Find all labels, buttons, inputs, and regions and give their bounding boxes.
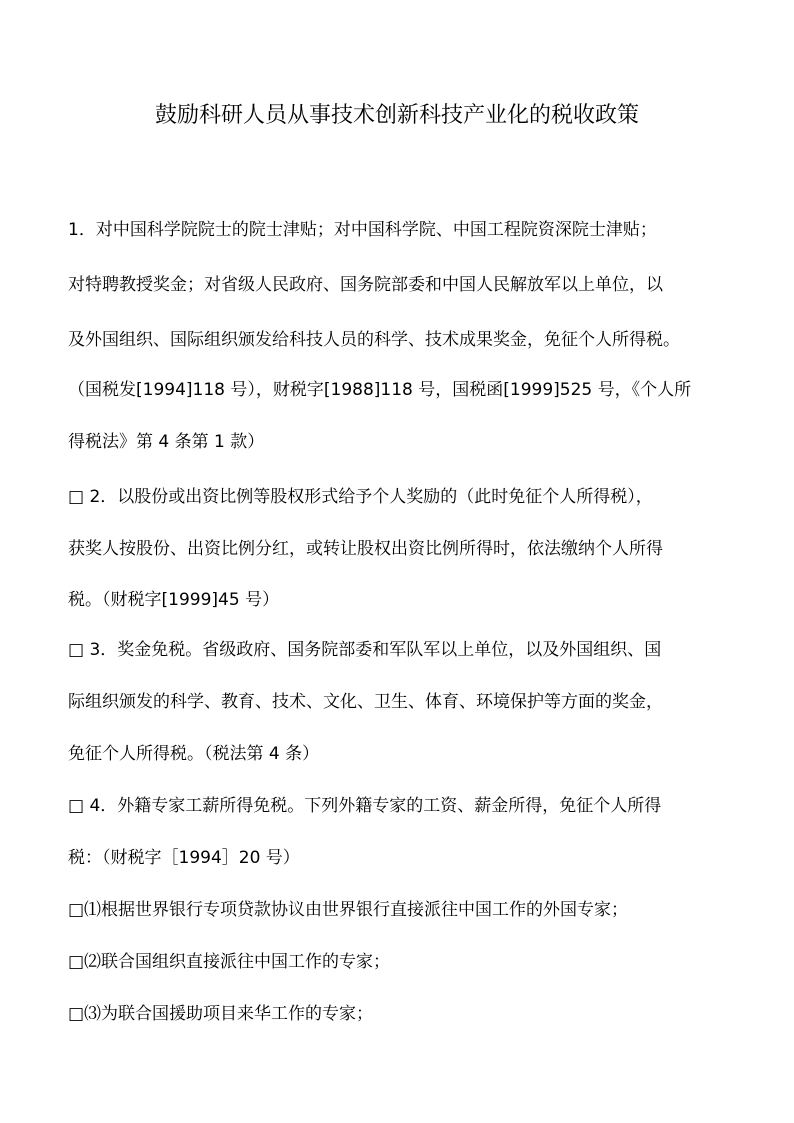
list-item-1: □⑴根据世界银行专项贷款协议由世界银行直接派往中国工作的外国专家； xyxy=(68,900,629,920)
paragraph-3-line-1: □ 3．奖金免税。省级政府、国务院部委和军队军以上单位，以及外国组织、国 xyxy=(68,640,662,660)
paragraph-1-line-3: 及外国组织、国际组织颁发给科技人员的科学、技术成果奖金，免征个人所得税。 xyxy=(68,330,680,350)
paragraph-3-line-3: 免征个人所得税。（税法第 4 条） xyxy=(68,744,320,764)
paragraph-1-line-1: 1．对中国科学院院士的院士津贴；对中国科学院、中国工程院资深院士津贴； xyxy=(68,220,657,240)
paragraph-1-line-4: （国税发[1994]118 号），财税字[1988]118 号，国税函[1999]525 号，《个人所 xyxy=(68,380,692,400)
document-title: 鼓励科研人员从事技术创新科技产业化的税收政策 xyxy=(154,103,639,128)
paragraph-1-line-2: 对特聘教授奖金；对省级人民政府、国务院部委和中国人民解放军以上单位，以 xyxy=(68,275,663,295)
list-item-3: □⑶为联合国援助项目来华工作的专家； xyxy=(68,1004,374,1024)
paragraph-4-line-1: □ 4．外籍专家工薪所得免税。下列外籍专家的工资、薪金所得，免征个人所得 xyxy=(68,796,662,816)
paragraph-2-line-2: 获奖人按股份、出资比例分红，或转让股权出资比例所得时，依法缴纳个人所得 xyxy=(68,539,663,559)
list-item-2: □⑵联合国组织直接派往中国工作的专家； xyxy=(68,952,391,972)
paragraph-1-line-5: 得税法》第 4 条第 1 款） xyxy=(68,432,265,452)
paragraph-3-line-2: 际组织颁发的科学、教育、技术、文化、卫生、体育、环境保护等方面的奖金， xyxy=(68,692,663,712)
paragraph-2-line-3: 税。（财税字[1999]45 号） xyxy=(68,590,280,610)
paragraph-2-line-1: □ 2．以股份或出资比例等股权形式给予个人奖励的（此时免征个人所得税）， xyxy=(68,487,653,507)
paragraph-4-line-2: 税：（财税字［1994］20 号） xyxy=(68,848,300,868)
